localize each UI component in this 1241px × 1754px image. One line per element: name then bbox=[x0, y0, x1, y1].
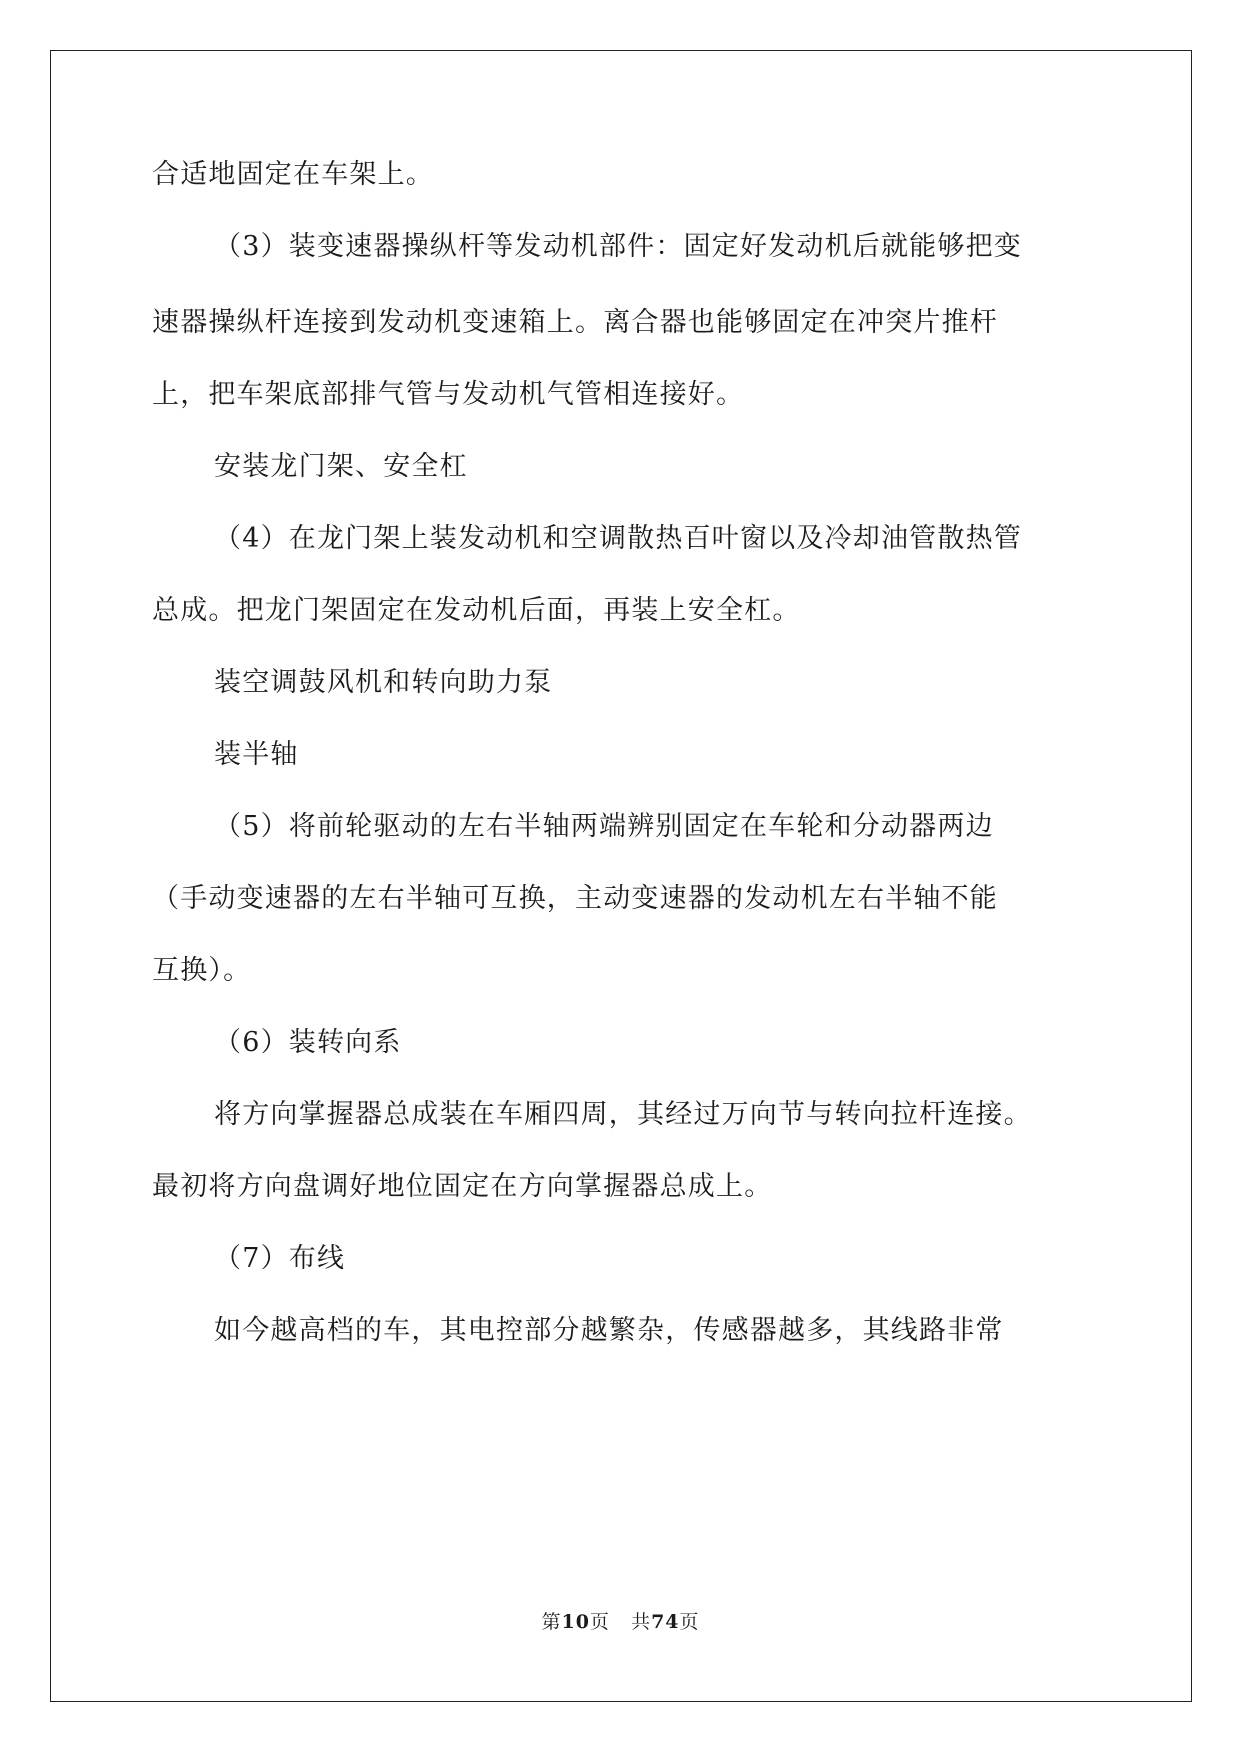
section-heading: 安装龙门架、安全杠 bbox=[214, 451, 468, 482]
footer-prefix: 第 bbox=[541, 1611, 562, 1633]
text-line: 最初将方向盘调好地位固定在方向掌握器总成上。 bbox=[152, 1171, 773, 1202]
text-line: 将方向掌握器总成装在车厢四周，其经过万向节与转向拉杆连接。 bbox=[214, 1099, 1032, 1130]
text-line: （4）在龙门架上装发动机和空调散热百叶窗以及冷却油管散热管 bbox=[214, 523, 1022, 554]
page-number: 10 bbox=[561, 1611, 590, 1633]
section-heading: （7）布线 bbox=[214, 1243, 346, 1274]
section-heading: 装空调鼓风机和转向助力泵 bbox=[214, 667, 553, 698]
page-border bbox=[50, 50, 1192, 1702]
text-line: （5）将前轮驱动的左右半轴两端辨别固定在车轮和分动器两边 bbox=[214, 811, 994, 842]
footer-page-suffix: 页 bbox=[589, 1611, 610, 1633]
total-pages: 74 bbox=[651, 1611, 680, 1633]
page-footer bbox=[0, 1610, 1241, 1634]
text-line: （3）装变速器操纵杆等发动机部件：固定好发动机后就能够把变 bbox=[214, 231, 1022, 262]
text-line: 总成。把龙门架固定在发动机后面，再装上安全杠。 bbox=[152, 595, 801, 626]
footer-total-suffix: 页 bbox=[679, 1611, 700, 1633]
text-line: 互换）。 bbox=[152, 955, 252, 986]
section-heading: （6）装转向系 bbox=[214, 1027, 402, 1058]
section-heading: 装半轴 bbox=[214, 739, 299, 770]
text-line: 速器操纵杆连接到发动机变速箱上。离合器也能够固定在冲突片推杆 bbox=[152, 307, 998, 338]
text-line: （手动变速器的左右半轴可互换，主动变速器的发动机左右半轴不能 bbox=[152, 883, 998, 914]
footer-total-prefix: 共 bbox=[631, 1611, 652, 1633]
text-line: 合适地固定在车架上。 bbox=[152, 159, 434, 190]
text-line: 上，把车架底部排气管与发动机气管相连接好。 bbox=[152, 379, 745, 410]
text-line: 如今越高档的车，其电控部分越繁杂，传感器越多，其线路非常 bbox=[214, 1315, 1004, 1346]
